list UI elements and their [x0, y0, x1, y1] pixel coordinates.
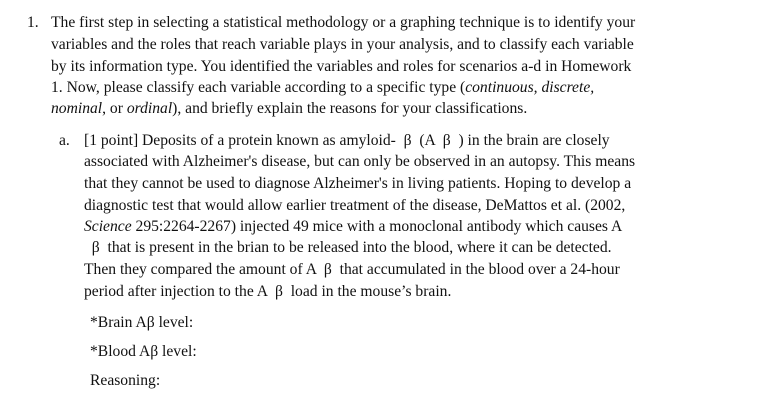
brain-level-label: *Brain Aβ level: — [90, 314, 194, 331]
question-line-5-italic-2: ordinal — [126, 100, 173, 117]
question-line-5-italic-1: nominal — [51, 100, 103, 117]
part-a-line-3: that they cannot be used to diagnose Alzheimer's in living patients. Hoping to develop a — [84, 175, 632, 192]
question-line-2: variables and the roles that reach variable plays in your analysis, and to classify each variable — [51, 36, 634, 53]
part-a-line-2: associated with Alzheimer's disease, but can only be observed in an autopsy. This means — [84, 153, 636, 170]
part-a-line-7: Then they compared the amount of A β that accumulated in the blood over a 24-hour — [84, 261, 620, 278]
part-a-line-6: β that is present in the brian to be released into the blood, where it can be detected. — [84, 239, 612, 256]
question-line-4-text: 1. Now, please classify each variable according to a specific type ( — [51, 79, 466, 96]
question-line-4 — [51, 77, 594, 98]
question-number: 1. — [27, 14, 39, 31]
question-line-5-mid: , or — [102, 100, 127, 117]
part-a-line-4: diagnostic test that would allow earlier treatment of the disease, DeMattos et al. (2002, — [84, 197, 626, 214]
part-a-journal-italic: Science — [84, 218, 132, 235]
part-a-line-8: period after injection to the A β load in the mouse’s brain. — [84, 283, 452, 300]
blood-level-label: *Blood Aβ level: — [90, 343, 197, 360]
question-line-1: The first step in selecting a statistical methodology or a graphing technique is to identify your — [51, 14, 636, 31]
part-a-line-5 — [84, 216, 622, 237]
part-a-letter: a. — [59, 132, 70, 149]
part-a-line-1: [1 point] Deposits of a protein known as amyloid- β (A β ) in the brain are closely — [84, 132, 610, 149]
reasoning-label: Reasoning: — [90, 372, 161, 389]
question-line-4-italic: continuous, discrete, — [465, 79, 595, 96]
question-line-3: by its information type. You identified the variables and roles for scenarios a-d in Homework — [51, 58, 632, 75]
question-line-5 — [51, 98, 527, 119]
question-line-5-text: ), and briefly explain the reasons for your classifications. — [172, 100, 528, 117]
part-a-line-5-text: 295:2264-2267) injected 49 mice with a monoclonal antibody which causes A — [131, 218, 623, 235]
